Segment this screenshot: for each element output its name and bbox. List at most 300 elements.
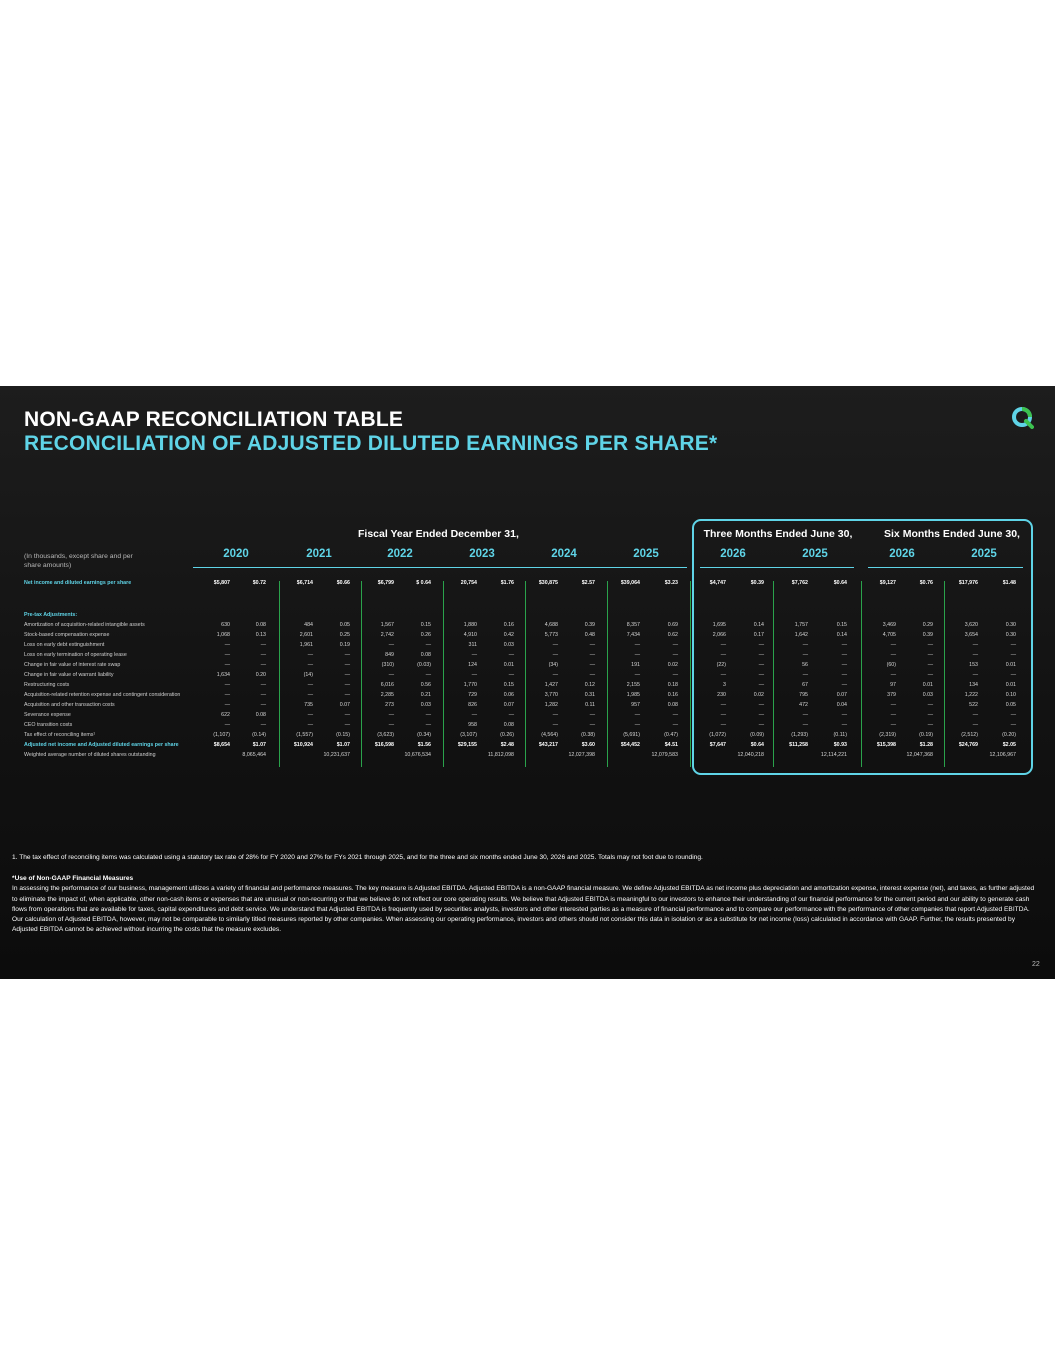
table-cell: $1.48	[1002, 580, 1016, 586]
table-cell: 3,620	[964, 622, 978, 628]
table-cell: —	[471, 712, 477, 718]
table-cell: 0.26	[420, 632, 431, 638]
table-cell: —	[672, 712, 678, 718]
table-cell: 67	[802, 682, 808, 688]
year-header: 2020	[223, 548, 249, 560]
page-number: 22	[1032, 961, 1040, 968]
table-cell: —	[720, 652, 726, 658]
table-cell: —	[758, 662, 764, 668]
table-cell: (22)	[716, 662, 726, 668]
table-cell: (1,557)	[296, 732, 313, 738]
table-cell: —	[758, 642, 764, 648]
table-cell: 0.08	[255, 622, 266, 628]
table-cell: (2,512)	[961, 732, 978, 738]
table-cell: 1,222	[964, 692, 978, 698]
table-cell: 0.25	[339, 632, 350, 638]
table-cell: 10,676,534	[404, 752, 431, 758]
table-cell: —	[802, 712, 808, 718]
table-cell: $1.76	[500, 580, 514, 586]
table-cell: —	[720, 672, 726, 678]
page-subtitle: RECONCILIATION OF ADJUSTED DILUTED EARNINGS PER SHARE*	[24, 432, 718, 455]
table-cell: —	[471, 672, 477, 678]
table-cell: $9,127	[879, 580, 896, 586]
table-cell: —	[927, 672, 933, 678]
non-gaap-body: In assessing the performance of our business, management utilizes a variety of financial and performance measures. The key measure is Adjusted EBITDA. Adjusted EBITDA is a non-GAAP financial measure. We define Adjusted EBITDA as net income plus depreciation and amortization expense, interest expense (net), and taxes, as further adjusted to eliminate the impact of, when applicable, other non-cash items or expenses that are unusual or non-recurring or that we believe do not reflect our core operating results. We believe that Adjusted EBITDA is meaningful to our investors to enhance their understanding of our financial performance for the current period and our ability to generate cash flows from operations that are available for taxes, capital expenditures and debt service. We understand that Adjusted EBITDA is frequently used by securities analysts, investors and other interested parties as a measure of financial performance and to compare our performance with the performance of other companies that report Adjusted EBITDA. Our calculation of Adjusted EBITDA, however, may not be comparable to similarly titled measures reported by other companies. When assessing our operating performance, investors and others should not consider this data in isolation or as a substitute for net income (loss) calculated in accordance with GAAP. Further, the results presented by Adjusted EBITDA cannot be achieved without incurring the costs that the measure excludes.	[12, 885, 1035, 934]
row-label: CEO transition costs	[24, 722, 73, 728]
page-title: NON-GAAP RECONCILIATION TABLE	[24, 408, 404, 431]
table-cell: —	[260, 682, 266, 688]
notes-section	[12, 853, 1040, 935]
table-cell: 0.03	[922, 692, 933, 698]
table-cell: 0.56	[420, 682, 431, 688]
table-cell: —	[802, 642, 808, 648]
table-cell: 0.31	[584, 692, 595, 698]
table-cell: $2.48	[500, 742, 514, 748]
table-cell: 0.01	[503, 662, 514, 668]
table-cell: 8,065,464	[242, 752, 266, 758]
row-label: Loss on early debt extinguishment	[24, 642, 105, 648]
table-cell: 1,282	[544, 702, 558, 708]
table-cell: —	[307, 682, 313, 688]
table-cell: 3,654	[964, 632, 978, 638]
table-cell: —	[344, 692, 350, 698]
year-header: 2025	[971, 548, 997, 560]
table-cell: 8,357	[626, 622, 640, 628]
row-label: Severance expense	[24, 712, 71, 718]
table-cell: $3.23	[664, 580, 678, 586]
table-cell: —	[224, 682, 230, 688]
row-label: Change in fair value of interest rate swap	[24, 662, 121, 668]
table-cell: (0.11)	[833, 732, 847, 738]
table-cell: —	[841, 642, 847, 648]
table-cell: (3,623)	[377, 732, 394, 738]
table-cell: $ 0.64	[416, 580, 431, 586]
table-cell: —	[672, 722, 678, 728]
table-cell: 4,688	[544, 622, 558, 628]
table-cell: —	[388, 672, 394, 678]
table-cell: 472	[799, 702, 808, 708]
row-label: Pre-tax Adjustments:	[24, 612, 78, 618]
row-label: Stock-based compensation expense	[24, 632, 110, 638]
year-underline	[359, 567, 441, 568]
table-cell: 1,695	[712, 622, 726, 628]
table-cell: 1,634	[216, 672, 230, 678]
table-cell: —	[927, 652, 933, 658]
table-cell: $29,155	[457, 742, 477, 748]
table-cell: —	[634, 722, 640, 728]
table-cell: —	[802, 672, 808, 678]
table-cell: —	[552, 642, 558, 648]
table-cell: 0.10	[1005, 692, 1016, 698]
table-cell: 0.21	[420, 692, 431, 698]
table-cell: —	[425, 722, 431, 728]
table-cell: 3,469	[882, 622, 896, 628]
row-label: Amortization of acquisition-related intangible assets	[24, 622, 145, 628]
year-header: 2021	[306, 548, 332, 560]
table-cell: —	[672, 672, 678, 678]
table-cell: —	[720, 702, 726, 708]
table-cell: 0.05	[1005, 702, 1016, 708]
table-cell: 10,231,637	[323, 752, 350, 758]
table-cell: 0.69	[667, 622, 678, 628]
table-cell: —	[589, 712, 595, 718]
table-cell: $17,976	[958, 580, 978, 586]
table-cell: —	[425, 642, 431, 648]
table-cell: 12,047,368	[906, 752, 933, 758]
footnote-tax-effect: 1. The tax effect of reconciling items was calculated using a statutory tax rate of 28% for FY 2020 and 27% for FYs 2021 through 2025, and for the three and six months ended June 30, 2026 and 2025. Totals may not foot due to rounding.	[12, 854, 703, 861]
table-cell: —	[307, 692, 313, 698]
table-cell: —	[589, 652, 595, 658]
table-cell: 311	[468, 642, 477, 648]
table-cell: 0.07	[503, 702, 514, 708]
table-cell: $10,924	[293, 742, 313, 748]
year-underline	[605, 567, 687, 568]
non-gaap-heading: *Use of Non-GAAP Financial Measures	[12, 875, 134, 883]
table-cell: 0.30	[1005, 632, 1016, 638]
units-note: (In thousands, except share and per share amounts)	[24, 553, 133, 569]
table-cell: 3	[723, 682, 726, 688]
year-header: 2026	[720, 548, 746, 560]
table-cell: (1,293)	[791, 732, 808, 738]
table-cell: 12,027,398	[568, 752, 595, 758]
year-header: 2022	[387, 548, 413, 560]
table-cell: 0.15	[503, 682, 514, 688]
table-cell: —	[758, 682, 764, 688]
table-cell: —	[634, 672, 640, 678]
table-cell: 5,773	[544, 632, 558, 638]
table-cell: $1.07	[336, 742, 350, 748]
table-cell: —	[224, 702, 230, 708]
table-cell: —	[1010, 642, 1016, 648]
table-cell: —	[841, 712, 847, 718]
table-cell: —	[260, 662, 266, 668]
table-cell: (0.38)	[581, 732, 595, 738]
row-label: Acquisition-related retention expense and contingent consideration	[24, 692, 181, 698]
table-cell: —	[758, 652, 764, 658]
table-cell: 849	[385, 652, 394, 658]
table-cell: 2,601	[299, 632, 313, 638]
table-cell: —	[890, 702, 896, 708]
table-cell: —	[388, 712, 394, 718]
table-cell: $30,875	[538, 580, 558, 586]
table-cell: 1,068	[216, 632, 230, 638]
year-underline	[523, 567, 605, 568]
table-cell: —	[720, 642, 726, 648]
table-cell: (0.09)	[750, 732, 764, 738]
table-cell: —	[471, 652, 477, 658]
table-cell: $7,647	[709, 742, 726, 748]
year-header: 2026	[889, 548, 915, 560]
table-cell: —	[508, 652, 514, 658]
table-cell: $7,762	[791, 580, 808, 586]
table-cell: 0.02	[667, 662, 678, 668]
table-cell: —	[224, 652, 230, 658]
table-cell: —	[307, 652, 313, 658]
table-cell: —	[841, 672, 847, 678]
table-cell: —	[841, 662, 847, 668]
row-label: Loss on early termination of operating lease	[24, 652, 127, 658]
table-cell: 0.15	[836, 622, 847, 628]
table-cell: (60)	[886, 662, 896, 668]
table-cell: —	[425, 712, 431, 718]
table-cell: (0.19)	[919, 732, 933, 738]
table-cell: (0.03)	[417, 662, 431, 668]
table-cell: —	[972, 652, 978, 658]
table-cell: —	[634, 642, 640, 648]
table-cell: (0.14)	[252, 732, 266, 738]
table-cell: 0.07	[836, 692, 847, 698]
table-cell: —	[972, 642, 978, 648]
table-cell: 56	[802, 662, 808, 668]
table-cell: —	[802, 652, 808, 658]
table-cell: 826	[468, 702, 477, 708]
table-cell: —	[890, 722, 896, 728]
table-cell: (5,691)	[623, 732, 640, 738]
table-cell: —	[388, 642, 394, 648]
table-cell: —	[758, 702, 764, 708]
table-cell: $24,769	[958, 742, 978, 748]
table-cell: —	[927, 712, 933, 718]
year-underline	[441, 567, 523, 568]
table-cell: $2.05	[1002, 742, 1016, 748]
table-cell: —	[720, 712, 726, 718]
row-label: Weighted average number of diluted shares outstanding	[24, 752, 156, 758]
table-cell: 0.48	[584, 632, 595, 638]
table-cell: 0.08	[420, 652, 431, 658]
year-underline	[700, 567, 772, 568]
table-cell: 0.16	[667, 692, 678, 698]
table-cell: $6,799	[377, 580, 394, 586]
table-cell: —	[224, 692, 230, 698]
year-header: 2025	[633, 548, 659, 560]
table-cell: 630	[221, 622, 230, 628]
table-cell: 2,066	[712, 632, 726, 638]
table-cell: —	[589, 662, 595, 668]
table-cell: 1,961	[299, 642, 313, 648]
table-cell: 134	[969, 682, 978, 688]
table-cell: 4,705	[882, 632, 896, 638]
table-cell: (3,107)	[460, 732, 477, 738]
table-cell: (34)	[548, 662, 558, 668]
table-cell: —	[758, 672, 764, 678]
table-cell: —	[425, 672, 431, 678]
table-cell: 153	[969, 662, 978, 668]
table-cell: —	[344, 712, 350, 718]
table-cell: —	[927, 642, 933, 648]
table-cell: —	[552, 712, 558, 718]
table-cell: —	[344, 722, 350, 728]
table-cell: —	[508, 672, 514, 678]
table-cell: (310)	[381, 662, 394, 668]
table-cell: 0.62	[667, 632, 678, 638]
table-cell: —	[841, 722, 847, 728]
table-cell: 0.42	[503, 632, 514, 638]
table-cell: $1.28	[919, 742, 933, 748]
table-cell: $3.60	[581, 742, 595, 748]
table-cell: (2,319)	[879, 732, 896, 738]
table-cell: —	[634, 652, 640, 658]
table-cell: —	[1010, 712, 1016, 718]
table-cell: —	[260, 692, 266, 698]
table-cell: —	[344, 662, 350, 668]
table-cell: 1,427	[544, 682, 558, 688]
table-cell: —	[758, 722, 764, 728]
table-cell: —	[224, 642, 230, 648]
table-cell: $11,258	[789, 742, 808, 748]
table-cell: $0.64	[750, 742, 764, 748]
table-cell: $0.64	[833, 580, 847, 586]
table-cell: $2.57	[581, 580, 595, 586]
table-cell: —	[552, 672, 558, 678]
table-cell: 12,040,218	[737, 752, 764, 758]
table-cell: 3,770	[544, 692, 558, 698]
table-cell: —	[589, 642, 595, 648]
table-cell: 958	[468, 722, 477, 728]
table-cell: —	[927, 722, 933, 728]
table-cell: 0.08	[503, 722, 514, 728]
slide	[0, 386, 1055, 979]
table-cell: —	[890, 672, 896, 678]
table-cell: 1,642	[794, 632, 808, 638]
table-cell: $0.93	[833, 742, 847, 748]
table-cell: $0.76	[919, 580, 933, 586]
row-label: Net income and diluted earnings per share	[24, 580, 132, 586]
table-cell: 729	[468, 692, 477, 698]
table-cell: 0.05	[339, 622, 350, 628]
table-cell: —	[1010, 652, 1016, 658]
table-cell: 0.12	[584, 682, 595, 688]
table-cell: —	[1010, 722, 1016, 728]
table-cell: —	[841, 682, 847, 688]
table-cell: (0.26)	[500, 732, 514, 738]
table-cell: 0.08	[255, 712, 266, 718]
table-cell: —	[307, 712, 313, 718]
table-cell: 1,567	[380, 622, 394, 628]
table-cell: 2,285	[380, 692, 394, 698]
table-cell: —	[1010, 672, 1016, 678]
table-cell: 0.20	[255, 672, 266, 678]
table-cell: $4.51	[664, 742, 678, 748]
table-cell: 0.03	[420, 702, 431, 708]
table-cell: —	[260, 642, 266, 648]
table-cell: —	[972, 722, 978, 728]
table-cell: —	[890, 712, 896, 718]
table-cell: —	[890, 652, 896, 658]
table-cell: —	[672, 652, 678, 658]
table-cell: (1,107)	[213, 732, 230, 738]
table-cell: $5,807	[213, 580, 230, 586]
table-cell: —	[260, 652, 266, 658]
table-cell: 622	[221, 712, 230, 718]
table-cell: —	[758, 712, 764, 718]
table-cell: 2,155	[626, 682, 640, 688]
table-cell: 0.39	[922, 632, 933, 638]
table-cell: (0.20)	[1002, 732, 1016, 738]
table-cell: —	[927, 662, 933, 668]
table-cell: 0.02	[753, 692, 764, 698]
table-cell: —	[344, 672, 350, 678]
fiscal-year-header: Fiscal Year Ended December 31,	[358, 528, 519, 540]
table-cell: $0.72	[252, 580, 266, 586]
table-cell: —	[344, 652, 350, 658]
table-cell: 0.14	[836, 632, 847, 638]
table-cell: $39,064	[620, 580, 640, 586]
table-cell: 0.03	[503, 642, 514, 648]
table-cell: 12,106,967	[989, 752, 1016, 758]
table-cell: 0.30	[1005, 622, 1016, 628]
table-cell: 735	[304, 702, 313, 708]
table-cell: 0.15	[420, 622, 431, 628]
table-cell: 4,910	[463, 632, 477, 638]
table-cell: 0.01	[1005, 682, 1016, 688]
table-cell: (0.47)	[664, 732, 678, 738]
table-cell: —	[589, 672, 595, 678]
table-cell: —	[634, 712, 640, 718]
table-cell: 0.18	[667, 682, 678, 688]
table-cell: $43,217	[538, 742, 558, 748]
table-cell: 0.14	[753, 622, 764, 628]
table-cell: —	[927, 702, 933, 708]
table-cell: 191	[631, 662, 640, 668]
table-cell: —	[841, 652, 847, 658]
table-cell: (0.15)	[336, 732, 350, 738]
year-header: 2023	[469, 548, 495, 560]
table-cell: 7,434	[626, 632, 640, 638]
table-cell: —	[307, 662, 313, 668]
table-cell: —	[552, 652, 558, 658]
table-cell: $0.39	[750, 580, 764, 586]
table-cell: —	[890, 642, 896, 648]
table-cell: 11,812,098	[487, 752, 514, 758]
table-cell: —	[224, 722, 230, 728]
table-cell: —	[260, 722, 266, 728]
table-cell: 1,880	[463, 622, 477, 628]
table-cell: $4,747	[709, 580, 726, 586]
year-underline	[943, 567, 1023, 568]
row-label: Tax effect of reconciling items¹	[24, 732, 96, 738]
table-cell: 230	[717, 692, 726, 698]
year-underline	[772, 567, 854, 568]
table-cell: $54,452	[620, 742, 640, 748]
three-months-header: Three Months Ended June 30,	[703, 528, 853, 540]
table-cell: $15,398	[876, 742, 896, 748]
table-cell: 0.16	[503, 622, 514, 628]
table-cell: $1.07	[252, 742, 266, 748]
table-cell: 12,114,221	[820, 752, 847, 758]
table-cell: (1,072)	[709, 732, 726, 738]
table-cell: 12,079,583	[651, 752, 678, 758]
table-cell: (0.34)	[417, 732, 431, 738]
table-cell: $1.56	[417, 742, 431, 748]
table-cell: 1,985	[626, 692, 640, 698]
table-cell: $8,654	[213, 742, 230, 748]
table-cell: —	[972, 712, 978, 718]
table-cell: 522	[969, 702, 978, 708]
table-cell: —	[307, 722, 313, 728]
row-label: Acquisition and other transaction costs	[24, 702, 115, 708]
table-cell: 6,016	[380, 682, 394, 688]
table-cell: —	[344, 682, 350, 688]
year-underline	[868, 567, 943, 568]
table-cell: 20,754	[460, 580, 477, 586]
table-cell: 0.29	[922, 622, 933, 628]
table-cell: —	[802, 722, 808, 728]
table-cell: 0.01	[922, 682, 933, 688]
year-underline	[277, 567, 359, 568]
table-cell: 0.06	[503, 692, 514, 698]
table-cell: (14)	[303, 672, 313, 678]
table-cell: —	[388, 722, 394, 728]
